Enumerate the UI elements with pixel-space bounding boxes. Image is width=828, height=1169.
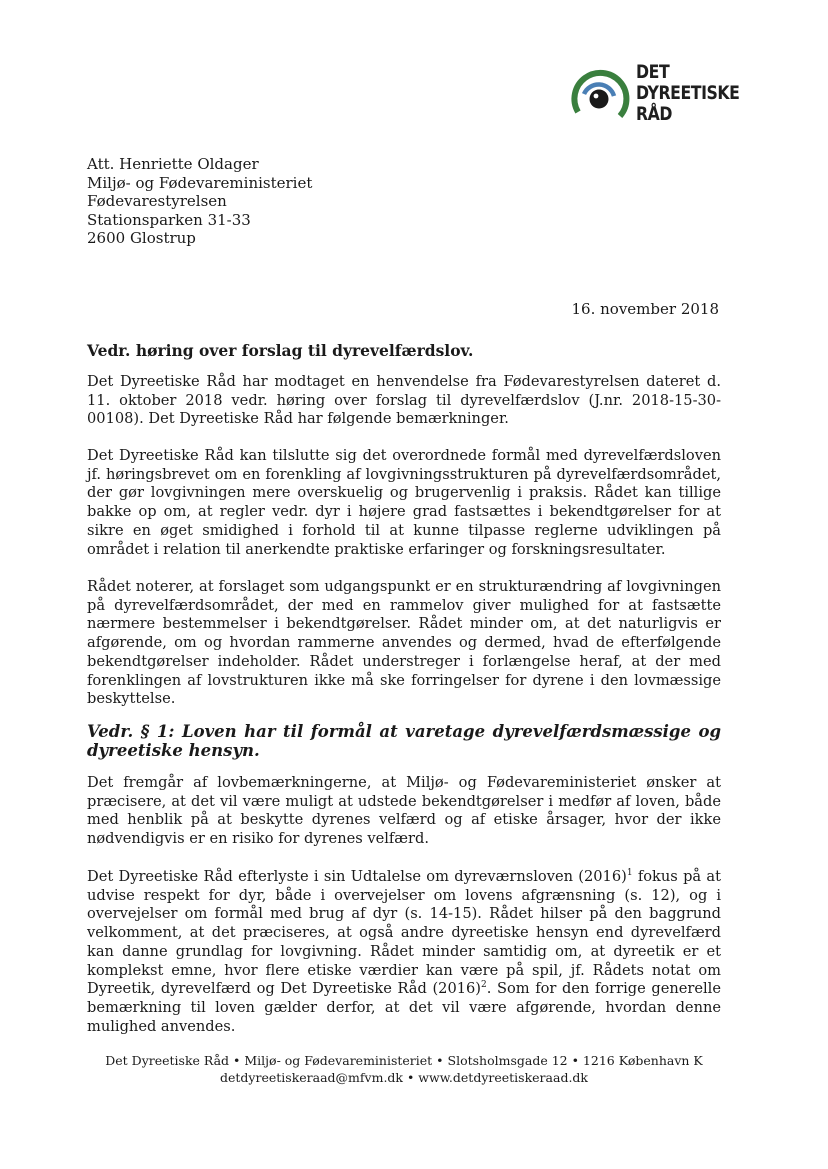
recipient-address	[87, 155, 312, 248]
statement-text-c: . Som for den forrige generelle bemærkning til loven gælder derfor, at det vil være afgørende, hvordan denne mulighed anvendes.	[87, 980, 721, 1035]
statement-text-b: fokus på at udvise respekt for dyr, både i overvejelser om lovens afgrænsning (s. 12), og i overvejelser om formål med brug af dyr (s. 14-15). Rådet hilser på den baggrund velkomment, at det præciseres, at også andre dyreetiske hensyn end dyrevelfærd kan danne grundlag for lovgivning. Rådet minder samtidig om, at dyreetik er et komplekst emne, hvor flere etiske værdier kan være på spil, jf. Rådets notat om Dyreetik, dyrevelfærd og Det Dyreetiske Råd (2016)	[87, 868, 721, 998]
section-heading: Vedr. § 1: Loven har til formål at varetage dyrevelfærdsmæssige og dyreetiske hensyn.	[87, 722, 721, 760]
footer-contact: detdyreetiskeraad@mfvm.dk • www.detdyreetiskeraad.dk	[220, 1070, 588, 1085]
recipient-city: 2600 Glostrup	[87, 229, 196, 247]
logo-line-1: DET	[636, 62, 670, 83]
footnote-ref-1[interactable]: 1	[626, 868, 633, 879]
paragraph-purpose: Det Dyreetiske Råd kan tilslutte sig det overordnede formål med dyrevelfærdsloven jf. høringsbrevet om en forenkling af lovgivningsstrukturen på dyrevelfærdsområdet, der gør lovgivningen mere overskuelig og brugervenlig i praksis. Rådet kan tillige bakke op om, at regler vedr. dyr i højere grad fastsættes i bekendtgørelser for at sikre en øget smidighed i forhold til at kunne tilpasse reglerne udviklingen på området i relation til anerkendte praktiske erfaringer og forskningsresultater.	[87, 447, 721, 558]
subject-heading: Vedr. høring over forslag til dyrevelfærdslov.	[87, 341, 474, 360]
logo-line-3: RÅD	[636, 104, 673, 125]
paragraph-statement	[87, 868, 721, 1036]
logo-line-2: DYREETISKE	[636, 83, 740, 104]
statement-text-a: Det Dyreetiske Råd efterlyste i sin Udtalelse om dyreværnsloven (2016)	[87, 868, 627, 885]
council-logo	[566, 62, 740, 136]
recipient-agency: Fødevarestyrelsen	[87, 192, 227, 210]
eye-logo-icon	[566, 66, 632, 132]
letter-date: 16. november 2018	[571, 300, 719, 318]
footnote-ref-2[interactable]: 2	[481, 980, 487, 991]
recipient-ministry: Miljø- og Fødevareministeriet	[87, 173, 313, 192]
logo-wordmark	[636, 62, 739, 125]
paragraph-intro: Det Dyreetiske Råd har modtaget en henvendelse fra Fødevarestyrelsen dateret d. 11. oktober 2018 vedr. høring over forslag til dyrevelfærdslov (J.nr. 2018-15-30-00108). Det Dyreetiske Råd har følgende bemærkninger.	[87, 373, 721, 428]
paragraph-remarks: Det fremgår af lovbemærkningerne, at Miljø- og Fødevareministeriet ønsker at præcisere, at det vil være muligt at udstede bekendtgørelser i medfør af loven, både med henblik på at beskytte dyrenes velfærd og af etiske årsager, hvor der ikke nødvendigvis er en risiko for dyrenes velfærd.	[87, 774, 721, 848]
recipient-name: Att. Henriette Oldager	[87, 155, 259, 173]
footer-address: Det Dyreetiske Råd • Miljø- og Fødevareministeriet • Slotsholmsgade 12 • 1216 København K	[105, 1053, 703, 1068]
recipient-street: Stationsparken 31-33	[87, 210, 251, 229]
paragraph-structure: Rådet noterer, at forslaget som udgangspunkt er en strukturændring af lovgivningen på dyrevelfærdsområdet, der med en rammelov giver mulighed for at fastsætte nærmere bestemmelser i bekendtgørelser. Rådet minder om, at det naturligvis er afgørende, om og hvordan rammerne anvendes og dermed, hvad de efterfølgende bekendtgørelser indeholder. Rådet understreger i forlængelse heraf, at der med forenklingen af lovstrukturen ikke må ske forringelser for dyrene i den lovmæssige beskyttelse.	[87, 578, 721, 708]
letter-footer	[87, 1052, 721, 1086]
